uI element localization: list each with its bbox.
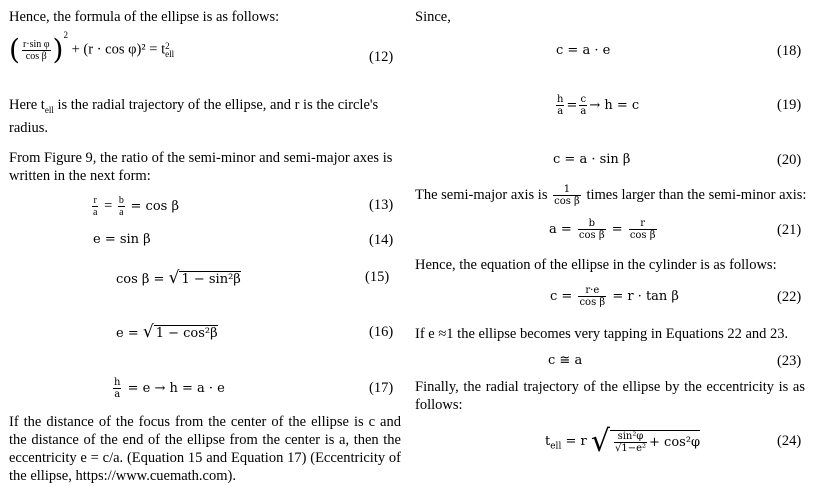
eq-number-18: (18) — [777, 43, 802, 59]
eq-number-15: (15) — [365, 269, 390, 285]
eq12-outer-exponent: 2 — [63, 29, 68, 40]
equation-14: e = sin β — [93, 232, 151, 247]
eq-number-14: (14) — [369, 232, 394, 248]
equation-16: e = √ 1 − cos²β — [116, 322, 218, 342]
equation-20: c = a · sin β — [553, 152, 631, 167]
paragraph-final: Finally, the radial trajectory of the ellipse by the eccentricity is as follows: — [415, 379, 805, 413]
equation-22: c = $\frac{r\cdot e}{\text{cos β}}$ = r · tan β — [550, 285, 679, 308]
eq-number-12: (12) — [369, 49, 394, 65]
eq-number-22: (22) — [777, 289, 802, 305]
paragraph-focus: If the distance of the focus from the center of the ellipse is c and the distance of the end of the ellipse from the center is a, then the eccentricity e = c/a. (Equation 15 and Equation 17) (Eccentricity of the ellipse, https://www.cuemath.com). — [9, 414, 401, 484]
paren-close: ) — [52, 33, 64, 66]
eq12-rest: + (r · cos φ)² = t — [71, 41, 166, 58]
equation-21: a = $\frac{b}{\text{cos β}}$ = $\frac{r}{\text{cos β}}$ — [549, 218, 656, 241]
eq12-denominator: cos β — [25, 50, 47, 62]
paragraph-since: Since, — [415, 9, 451, 25]
eq-number-13: (13) — [369, 197, 394, 213]
eq-number-20: (20) — [777, 152, 802, 168]
eq12-exponent: 2 — [165, 41, 170, 51]
equation-18: c = a · e — [556, 43, 611, 58]
paragraph-figure9: From Figure 9, the ratio of the semi-minor and semi-major axes is written in the next form: — [9, 150, 393, 184]
paragraph-here: Here $t_{ell}$ is the radial trajectory of the ellipse, and r is the circle's radius. — [9, 97, 379, 136]
equation-17: $\frac{h}{a}$ = e → h = a · e — [114, 377, 225, 400]
equation-19: $\frac{h}{a}$ = $\frac{c}{a}$ → h = c — [557, 94, 640, 117]
equation-23: c ≅ a — [548, 353, 583, 368]
paragraph-intro: Hence, the formula of the ellipse is as follows: — [9, 9, 280, 25]
eq-number-16: (16) — [369, 324, 394, 340]
equation-24: $t_{ell} = r$ √ $\frac{\text{sin²φ}}{\text{√1−e²}}$ + cos²φ — [545, 424, 701, 459]
eq12-numerator: r·sin φ — [22, 38, 50, 50]
eq-number-24: (24) — [777, 433, 802, 449]
eq-number-21: (21) — [777, 222, 802, 238]
eq-number-17: (17) — [369, 380, 394, 396]
paragraph-hence: Hence, the equation of the ellipse in the cylinder is as follows: — [415, 257, 777, 273]
eq12-subscript: ell — [165, 49, 175, 59]
paragraph-if: If e ≈1 the ellipse becomes very tapping in Equations 22 and 23. — [415, 326, 789, 342]
eq-number-19: (19) — [777, 97, 802, 113]
paren-open: ( — [9, 33, 20, 66]
paragraph-semi-major: The semi-major axis is $\frac{1}{\text{cos β}}$ times larger than the semi-minor axis: — [415, 184, 807, 207]
equation-13: $\frac{r}{a}$ = $\frac{b}{a}$ = cos β — [93, 195, 179, 218]
eq-number-23: (23) — [777, 353, 802, 369]
equation-15: cos β = √ 1 − sin²β — [116, 268, 241, 288]
equation-12 — [9, 29, 175, 66]
